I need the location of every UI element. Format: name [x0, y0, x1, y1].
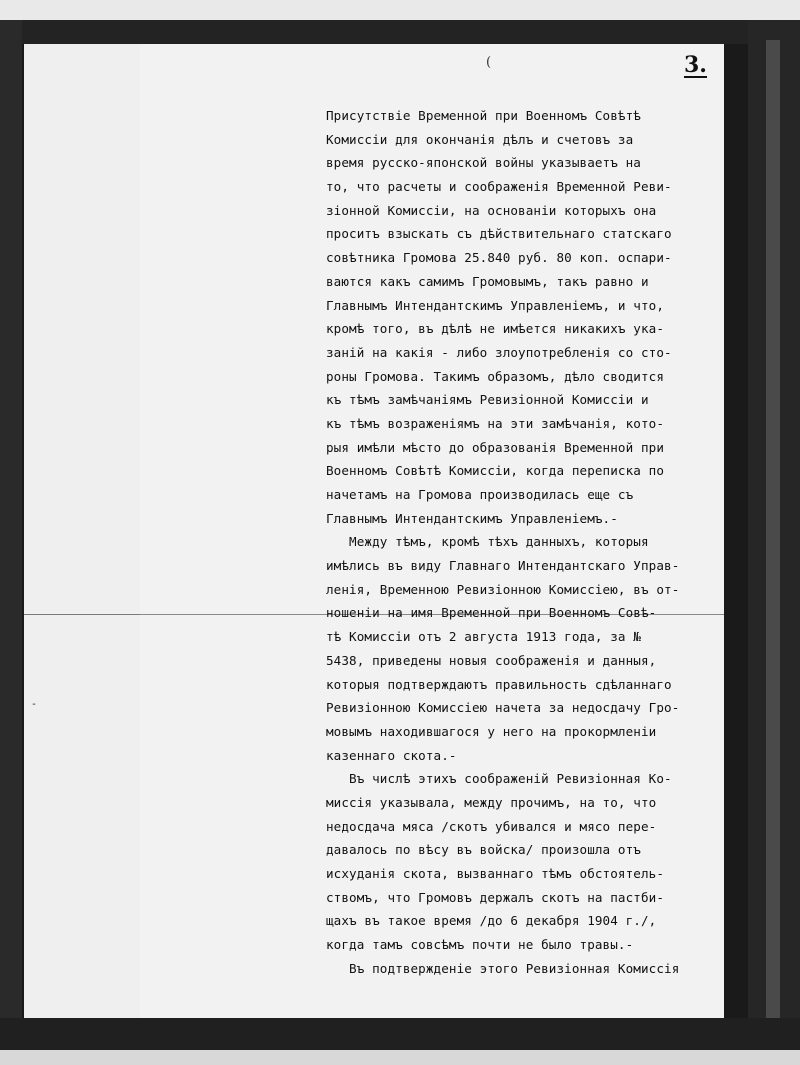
scan-bottom-edge	[0, 1050, 800, 1065]
text-line: Военномъ Совѣтѣ Комиссіи, когда переписка по	[326, 463, 665, 479]
text-line: имѣлись въ виду Главнаго Интендантскаго Управ-	[326, 558, 680, 574]
text-line: Главнымъ Интендантскимъ Управленіемъ, и что,	[326, 297, 665, 313]
text-line: рыя имѣли мѣсто до образованія Временной при	[326, 439, 665, 455]
text-line: ваются какъ самимъ Громовымъ, такъ равно и	[326, 273, 649, 289]
text-line: то, что расчеты и соображенія Временной Реви-	[326, 179, 672, 195]
text-line: Въ числѣ этихъ соображеній Ревизіонная Ко-	[326, 771, 672, 787]
scan-right-edge-highlight	[766, 40, 780, 1050]
text-line: совѣтника Громова 25.840 руб. 80 коп. оспари-	[326, 250, 672, 266]
text-line: заній на какія - либо злоупотребленія со сто-	[326, 344, 672, 360]
text-line: тѣ Комиссіи отъ 2 августа 1913 года, за №	[326, 629, 641, 645]
margin-dot: -	[31, 699, 38, 710]
text-line: Главнымъ Интендантскимъ Управленіемъ.-	[326, 510, 618, 526]
text-line: зіонной Комиссіи, на основаніи которыхъ она	[326, 202, 657, 218]
text-line: щахъ въ такое время /до 6 декабря 1904 г./,	[326, 913, 657, 929]
text-line: Между тѣмъ, кромѣ тѣхъ данныхъ, которыя	[326, 534, 649, 550]
typed-text-body	[326, 104, 721, 980]
text-line: роны Громова. Такимъ образомъ, дѣло сводится	[326, 368, 665, 384]
text-line: исхуданія скота, вызваннаго тѣмъ обстоятель-	[326, 866, 665, 881]
text-line: мовымъ находившагося у него на прокормленіи	[326, 723, 657, 739]
page-fold-line	[24, 614, 140, 615]
text-line: давалось по вѣсу въ войска/ произошла отъ	[326, 842, 641, 858]
text-line: ношеніи на имя Временной при Военномъ Совѣ-	[326, 605, 657, 621]
scan-top-band	[0, 0, 800, 20]
text-line: Комиссіи для окончанія дѣлъ и счетовъ за	[326, 131, 634, 147]
text-line: Присутствіе Временной при Военномъ Совѣтѣ	[326, 108, 641, 123]
previous-page-margin	[24, 44, 142, 1018]
text-line: которыя подтверждаютъ правильность сдѣланнаго	[326, 676, 672, 692]
text-line: казеннаго скота.-	[326, 747, 457, 763]
text-line: ствомъ, что Громовъ держалъ скотъ на пастби-	[326, 889, 665, 905]
text-line: 5438, приведены новыя соображенія и данныя,	[326, 652, 657, 668]
text-line: миссія указывала, между прочимъ, на то, что	[326, 794, 657, 810]
text-line: ленія, Временною Ревизіонною Комиссіею, въ от-	[326, 581, 680, 597]
margin-mark: (	[486, 55, 492, 70]
text-line: недосдача мяса /скотъ убивался и мясо пере-	[326, 818, 657, 834]
text-line: начетамъ на Громова производилась еще съ	[326, 487, 634, 502]
text-line: къ тѣмъ возраженіямъ на эти замѣчанія, кото-	[326, 415, 665, 431]
text-line: время русско-японской войны указываетъ на	[326, 155, 641, 171]
scan-top-shadow	[0, 20, 800, 44]
text-line: когда тамъ совсѣмъ почти не было травы.-	[326, 937, 634, 953]
text-line: Въ подтвержденіе этого Ревизіонная Комиссія	[326, 960, 680, 976]
scan-left-edge	[0, 20, 22, 1065]
page-number: 3.	[684, 52, 707, 78]
text-line: къ тѣмъ замѣчаніямъ Ревизіонной Комиссіи и	[326, 392, 649, 408]
text-line: проситъ взыскать съ дѣйствительнаго статскаго	[326, 226, 672, 242]
text-line: кромѣ того, въ дѣлѣ не имѣется никакихъ ука-	[326, 321, 665, 337]
text-line: Ревизіонною Комиссіею начета за недосдачу Гро-	[326, 700, 680, 716]
